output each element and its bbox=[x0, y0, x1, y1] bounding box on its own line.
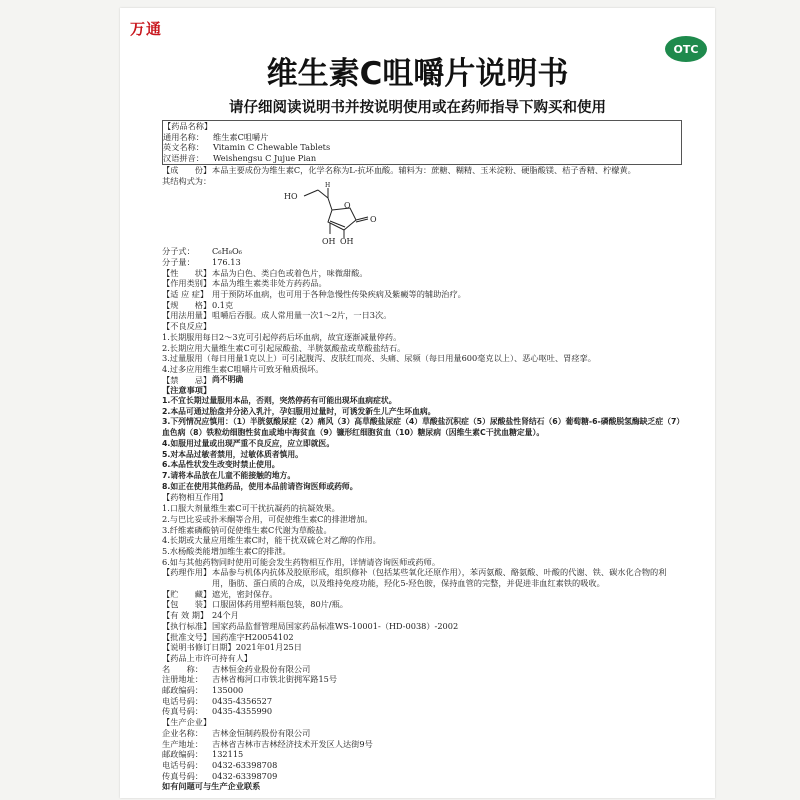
brand-logo: 万通 bbox=[130, 20, 163, 38]
composition-label: 【成 份】 bbox=[162, 164, 212, 175]
precaution-item: 1.不宜长期过量服用本品，否则，突然停药有可能出现坏血病症状。 bbox=[162, 396, 397, 406]
approval-text: 国药准字H20054102 bbox=[212, 631, 294, 642]
maker-fax: 0432-63398709 bbox=[212, 770, 278, 781]
holder-address-label: 注册地址： bbox=[162, 674, 203, 685]
validity-label: 【有 效 期】 bbox=[162, 610, 209, 621]
adverse-item: 2.长期应用大量维生素C可引起尿酸盐、半胱氨酸盐或草酸盐结石。 bbox=[162, 342, 406, 353]
english-name: Vitamin C Chewable Tablets bbox=[213, 142, 331, 153]
struct-label-ho: HO bbox=[284, 192, 298, 202]
precaution-item: 2.本品可通过胎盘并分泌入乳汁，孕妇服用过量时，可诱发新生儿产生坏血病。 bbox=[162, 406, 436, 416]
pharmacology-text: 本品参与机体内抗体及胶原形成，组织修补（包括某些氧化还原作用），苯丙氨酸、酪氨酸、叶酸的代谢、铁、碳水化合物的利用，脂肪、蛋白质的合成，以及维持免疫功能，羟化5-羟色胺，保持血管的完整，并促进非血红素铁的吸收。 bbox=[212, 567, 667, 589]
indication-label: 【适 应 症】 bbox=[162, 289, 209, 300]
package-text: 口服固体药用塑料瓶包装，80片/瓶。 bbox=[212, 599, 348, 610]
generic-name: 维生素C咀嚼片 bbox=[213, 131, 269, 142]
interaction-item: 4.长期或大量应用维生素C时，能干扰双硫仑对乙醇的作用。 bbox=[162, 535, 381, 546]
approval-label: 【批准文号】 bbox=[162, 631, 212, 642]
precaution-item: 5.对本品过敏者禁用，过敏体质者慎用。 bbox=[162, 449, 303, 459]
maker-zip-label: 邮政编码： bbox=[162, 749, 203, 760]
storage-text: 遮光，密封保存。 bbox=[212, 588, 278, 599]
pinyin-name: Weishengsu C Jujue Pian bbox=[213, 153, 317, 164]
adverse-item: 4.过多应用维生素C咀嚼片可致牙釉质损坏。 bbox=[162, 363, 324, 374]
dosage-text: 咀嚼后吞服。成人常用量一次1～2片，一日3次。 bbox=[212, 310, 392, 321]
spec-label: 【规 格】 bbox=[162, 299, 212, 310]
validity-text: 24个月 bbox=[212, 610, 239, 621]
category-text: 本品为维生素类非处方药药品。 bbox=[212, 278, 327, 289]
structure-label: 其结构式为： bbox=[162, 175, 212, 186]
leaflet-content bbox=[162, 120, 682, 792]
maker-address: 吉林省吉林市吉林经济技术开发区人达街9号 bbox=[212, 738, 373, 749]
contraindication-text: 尚不明确 bbox=[212, 374, 244, 384]
holder-tel-label: 电话号码： bbox=[162, 695, 203, 706]
interaction-item: 1.口服大剂量维生素C可干扰抗凝药的抗凝效果。 bbox=[162, 503, 340, 514]
precaution-item: 8.如正在使用其他药品，使用本品前请咨询医师或药师。 bbox=[162, 481, 358, 491]
maker-tel-label: 电话号码： bbox=[162, 759, 203, 770]
interaction-item: 3.纤维素磷酸钠可促使维生素C代谢为草酸盐。 bbox=[162, 524, 332, 535]
holder-name-label: 名 称： bbox=[162, 663, 203, 674]
weight-label: 分子量： bbox=[162, 256, 195, 267]
maker-name-label: 企业名称： bbox=[162, 727, 203, 738]
struct-label-ring-o: O bbox=[344, 201, 351, 211]
page-subtitle: 请仔细阅读说明书并按说明使用或在药师指导下购买和使用 bbox=[229, 100, 606, 116]
maker-fax-label: 传真号码： bbox=[162, 770, 203, 781]
holder-fax-label: 传真号码： bbox=[162, 706, 203, 717]
holder-header: 【药品上市许可持有人】 bbox=[162, 652, 253, 663]
maker-header: 【生产企业】 bbox=[162, 717, 212, 728]
indication-text: 用于预防坏血病，也可用于各种急慢性传染疾病及紫癜等的辅助治疗。 bbox=[212, 289, 466, 300]
category-label: 【作用类别】 bbox=[162, 278, 212, 289]
struct-label-oh-1: OH bbox=[322, 237, 336, 247]
pinyin-label: 汉语拼音： bbox=[163, 153, 204, 164]
revision-text: 2021年01月25日 bbox=[235, 642, 302, 653]
interaction-item: 6.如与其他药物同时使用可能会发生药物相互作用，详情请咨询医师或药师。 bbox=[162, 556, 441, 567]
ascorbic-acid-structure bbox=[282, 182, 402, 247]
holder-address: 吉林省梅河口市铁北街拥军路15号 bbox=[212, 674, 338, 685]
formula-label: 分子式： bbox=[162, 246, 195, 257]
precaution-item: 4.如服用过量或出现严重不良反应，应立即就医。 bbox=[162, 438, 335, 448]
standard-text: 国家药品监督管理局国家药品标准WS-10001-（HD-0038）-2002 bbox=[212, 620, 459, 631]
section-header: 【药品名称】 bbox=[163, 121, 213, 131]
english-label: 英文名称： bbox=[163, 142, 204, 153]
character-text: 本品为白色、类白色或着色片，味微甜酸。 bbox=[212, 267, 368, 278]
generic-label: 通用名称： bbox=[163, 131, 204, 142]
adverse-item: 1.长期服用每日2～3克可引起停药后坏血病，故宜逐渐减量停药。 bbox=[162, 331, 402, 342]
maker-zip: 132115 bbox=[212, 749, 244, 760]
struct-label-oh-2: OH bbox=[340, 237, 354, 247]
holder-zip-label: 邮政编码： bbox=[162, 685, 203, 696]
package-label: 【包 装】 bbox=[162, 599, 212, 610]
holder-name: 吉林恒金药业股份有限公司 bbox=[212, 663, 311, 674]
formula-value: C₆H₈O₆ bbox=[212, 246, 242, 257]
spec-text: 0.1克 bbox=[212, 299, 234, 310]
precaution-item: 7.请将本品放在儿童不能接触的地方。 bbox=[162, 470, 296, 480]
interactions-header: 【药物相互作用】 bbox=[162, 492, 228, 503]
revision-label: 【说明书修订日期】 bbox=[162, 642, 236, 653]
holder-zip: 135000 bbox=[212, 685, 244, 696]
adverse-header: 【不良反应】 bbox=[162, 321, 212, 332]
precaution-item: 3.下列情况应慎用：（1）半胱氨酸尿症（2）痛风（3）高草酸盐尿症（4）草酸盐沉积症（5）尿酸盐性肾结石（6）葡萄糖-6-磷酸脱氢酶缺乏症（7）血色病（8）铁粒幼细胞性贫血或地中海贫血（9）镰形红细胞贫血（10）糖尿病（因维生素C干扰血糖定量）。 bbox=[162, 417, 681, 438]
holder-tel: 0435-4356527 bbox=[212, 695, 273, 706]
struct-label-h: H bbox=[325, 182, 331, 190]
standard-label: 【执行标准】 bbox=[162, 620, 212, 631]
character-label: 【性 状】 bbox=[162, 267, 212, 278]
adverse-item: 3.过量服用（每日用量1克以上）可引起腹泻、皮肤红而亮、头痛、尿频（每日用量600毫克以上）、恶心呕吐、胃痉挛。 bbox=[162, 353, 596, 364]
interaction-item: 5.水杨酸类能增加维生素C的排泄。 bbox=[162, 545, 291, 556]
precaution-item: 6.本品性状发生改变时禁止使用。 bbox=[162, 460, 280, 470]
precautions-header: 【注意事项】 bbox=[162, 385, 212, 396]
otc-badge: OTC bbox=[665, 36, 707, 62]
struct-label-o: O bbox=[370, 215, 377, 225]
holder-fax: 0435-4355990 bbox=[212, 706, 273, 717]
composition-text: 本品主要成份为维生素C，化学名称为L-抗坏血酸。辅料为：蔗糖、糊精、玉米淀粉、硬脂酸镁、桔子香精、柠檬黄。 bbox=[212, 164, 636, 175]
contraindication-label: 【禁 忌】 bbox=[162, 374, 212, 385]
maker-tel: 0432-63398708 bbox=[212, 759, 278, 770]
weight-value: 176.13 bbox=[212, 256, 241, 267]
footer-note: 如有问题可与生产企业联系 bbox=[162, 781, 261, 792]
drug-name-section bbox=[162, 120, 682, 165]
storage-label: 【贮 藏】 bbox=[162, 588, 212, 599]
maker-name: 吉林金恒制药股份有限公司 bbox=[212, 727, 311, 738]
interaction-item: 2.与巴比妥或扑米酮等合用，可促使维生素C的排泄增加。 bbox=[162, 513, 373, 524]
page-title: 维生素C咀嚼片说明书 bbox=[266, 56, 569, 92]
maker-address-label: 生产地址： bbox=[162, 738, 203, 749]
pharmacology-label: 【药理作用】 bbox=[162, 567, 212, 578]
leaflet-sheet bbox=[120, 8, 715, 798]
dosage-label: 【用法用量】 bbox=[162, 310, 212, 321]
structure-diagram bbox=[162, 182, 682, 247]
